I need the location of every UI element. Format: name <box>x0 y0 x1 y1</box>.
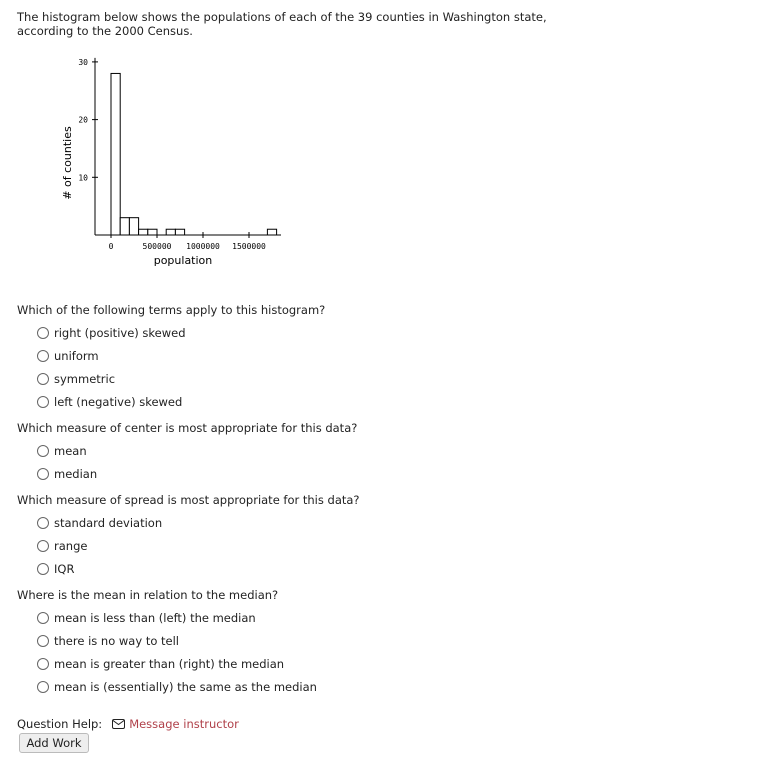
add-work-button[interactable]: Add Work <box>19 733 89 753</box>
histogram-bar <box>139 229 148 235</box>
radio-button[interactable] <box>37 327 49 339</box>
histogram <box>0 0 300 280</box>
radio-option[interactable] <box>37 326 186 340</box>
option-label: symmetric <box>54 372 116 386</box>
radio-option[interactable] <box>37 562 74 576</box>
radio-button[interactable] <box>37 396 49 408</box>
radio-option[interactable] <box>37 444 87 458</box>
x-tick-label: 1500000 <box>232 242 266 251</box>
option-label: left (negative) skewed <box>54 395 183 409</box>
histogram-bar <box>120 218 129 235</box>
histogram-bar <box>129 218 138 235</box>
radio-option[interactable] <box>37 349 99 363</box>
question-text: Which measure of center is most appropriate for this data? <box>17 421 358 435</box>
radio-option[interactable] <box>37 395 182 409</box>
radio-button[interactable] <box>37 517 49 529</box>
histogram-bar <box>267 229 276 235</box>
radio-button[interactable] <box>37 373 49 385</box>
option-label: range <box>54 539 88 553</box>
radio-button[interactable] <box>37 635 49 647</box>
radio-option[interactable] <box>37 516 162 530</box>
option-label: mean is greater than (right) the median <box>54 657 285 671</box>
option-label: IQR <box>54 562 75 576</box>
message-instructor-link[interactable]: Message instructor <box>129 717 239 731</box>
option-label: standard deviation <box>54 516 163 530</box>
question-help-label: Question Help: <box>17 717 103 731</box>
radio-option[interactable] <box>37 634 179 648</box>
radio-button[interactable] <box>37 445 49 457</box>
question-help <box>17 717 239 731</box>
radio-button[interactable] <box>37 681 49 693</box>
option-label: mean is (essentially) the same as the median <box>54 680 317 694</box>
option-label: median <box>54 467 98 481</box>
histogram-bar <box>111 73 120 235</box>
radio-button[interactable] <box>37 563 49 575</box>
option-label: there is no way to tell <box>54 634 179 648</box>
histogram-bar <box>148 229 157 235</box>
mail-icon <box>112 719 125 729</box>
question-text: Where is the mean in relation to the median? <box>17 588 279 602</box>
y-tick-label: 30 <box>78 57 88 67</box>
radio-button[interactable] <box>37 540 49 552</box>
radio-button[interactable] <box>37 468 49 480</box>
radio-option[interactable] <box>37 657 284 671</box>
histogram-bar <box>166 229 175 235</box>
x-tick-label: 0 <box>108 242 114 251</box>
y-axis-label: # of counties <box>61 126 74 200</box>
x-tick-label: 1000000 <box>186 242 220 251</box>
y-tick-label: 20 <box>78 115 88 125</box>
option-label: uniform <box>54 349 99 363</box>
radio-button[interactable] <box>37 350 49 362</box>
question-text: Which of the following terms apply to this histogram? <box>17 303 326 317</box>
option-label: right (positive) skewed <box>54 326 186 340</box>
question-text: Which measure of spread is most appropriate for this data? <box>17 493 360 507</box>
intro-text: The histogram below shows the populations of each of the 39 counties in Washington state, according to the 2000 Census. <box>17 10 547 38</box>
radio-option[interactable] <box>37 611 256 625</box>
radio-option[interactable] <box>37 372 115 386</box>
radio-option[interactable] <box>37 539 87 553</box>
x-axis-label: population <box>153 254 213 267</box>
radio-button[interactable] <box>37 658 49 670</box>
radio-option[interactable] <box>37 467 97 481</box>
option-label: mean <box>54 444 87 458</box>
x-tick-label: 500000 <box>142 242 172 251</box>
radio-option[interactable] <box>37 680 317 694</box>
histogram-bar <box>175 229 184 235</box>
option-label: mean is less than (left) the median <box>54 611 256 625</box>
radio-button[interactable] <box>37 612 49 624</box>
y-tick-label: 10 <box>78 173 88 183</box>
